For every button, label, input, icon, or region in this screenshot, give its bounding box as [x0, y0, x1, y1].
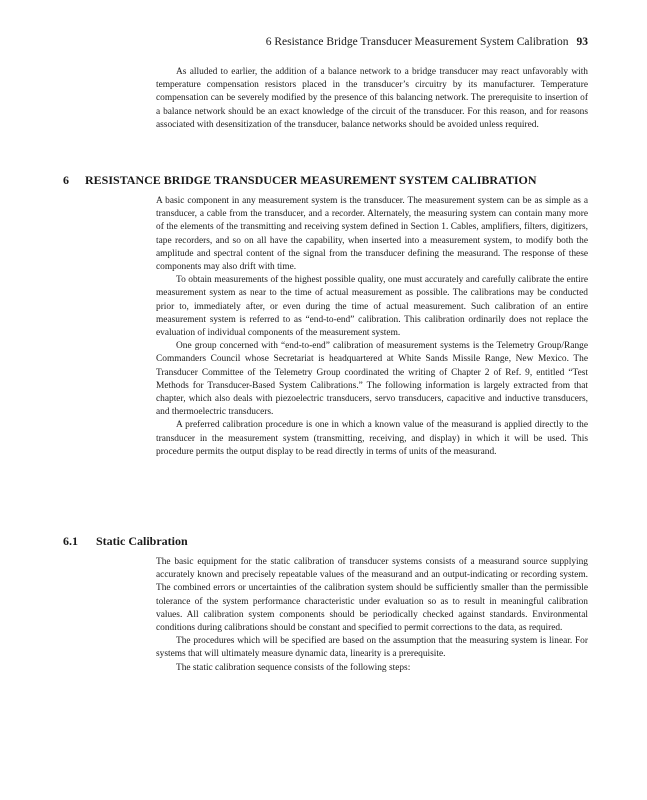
section-6-title: RESISTANCE BRIDGE TRANSDUCER MEASUREMENT SYSTEM CALIBRATION — [85, 173, 537, 187]
section-6-1-paragraph-1: The basic equipment for the static calibration of transducer systems consists of a measurand source supplying accurately known and precisely repeatable values of the measurand and an output-indicating or recording system. The combined errors or uncertainties of the calibration system should be sufficiently smaller than the permissible tolerance of the system performance characteristic under evaluation so as to result in meaningful calibration values. All calibration system components should be periodically checked against standards. Environmental conditions during calibrations should be constant and specified to permit corrections to the data, as required. — [156, 557, 588, 634]
running-header — [266, 36, 588, 48]
section-6-1-paragraph-3: The static calibration sequence consists of the following steps: — [176, 662, 411, 673]
section-6-paragraph-4: A preferred calibration procedure is one in which a known value of the measurand is applied directly to the transducer in the measurement system (transmitting, receiving, and display) in which it will be used. This procedure permits the output display to be read directly in terms of units of the measurand. — [156, 420, 588, 457]
section-6-paragraph-3: One group concerned with “end-to-end” calibration of measurement systems is the Telemetry Group/Range Commanders Council whose Secretariat is headquartered at White Sands Missile Range, New Mexico. The Transducer Committee of the Telemetry Group coordinated the writing of Chapter 2 of Ref. 9, entitled “Test Methods for Transducer-Based System Calibrations.” The following information is largely extracted from that chapter, which also deals with piezoelectric transducers, servo transducers, capacitive and inductive transducers, and thermoelectric transducers. — [156, 341, 588, 418]
section-6-number: 6 — [63, 173, 69, 187]
section-6-paragraph-2: To obtain measurements of the highest possible quality, one must accurately and carefully calibrate the entire measurement system as near to the time of actual measurement as possible. The calibrations may be conducted prior to, immediately after, or even during the time of actual measurement. Such calibration of an entire measurement system is referred to as “end-to-end” calibration. This calibration ordinarily does not replace the evaluation of individual components of the measurement system. — [156, 275, 588, 339]
section-6-body — [156, 195, 588, 459]
section-6-1-paragraph-2: The procedures which will be specified are based on the assumption that the measuring system is linear. For systems that will ultimately measure dynamic data, linearity is a prerequisite. — [156, 636, 588, 660]
section-6-1-body — [156, 556, 588, 675]
section-6-heading — [63, 173, 537, 188]
page-number: 93 — [576, 36, 588, 48]
section-6-paragraph-1: A basic component in any measurement system is the transducer. The measurement system can be as simple as a transducer, a cable from the transducer, and a recorder. Alternately, the measuring system can contain many more of the elements of the transmitting and receiving system defined in Section 1. Cables, amplifiers, filters, digitizers, tape recorders, and so on all have the capability, when inserted into a measurement system, to modify both the amplitude and spectral content of the signal from the transducer defining the measurand. The response of these components may also drift with time. — [156, 196, 588, 273]
running-header-title: 6 Resistance Bridge Transducer Measurement System Calibration — [265, 36, 569, 48]
section-6-1-heading — [63, 534, 188, 549]
intro-paragraph: As alluded to earlier, the addition of a balance network to a bridge transducer may react unfavorably with temperature compensation resistors placed in the transducer’s circuitry by its manufacturer. Temperature compensation can be severely modified by the presence of this balancing network. The prerequisite to insertion of a balance network should be an exact knowledge of the circuit of the transducer. For this reason, and for reasons associated with desensitization of the transducer, balance networks should be avoided unless required. — [156, 67, 588, 130]
section-6-1-title: Static Calibration — [96, 534, 188, 548]
section-6-1-number: 6.1 — [63, 534, 78, 548]
intro-block — [156, 66, 588, 132]
